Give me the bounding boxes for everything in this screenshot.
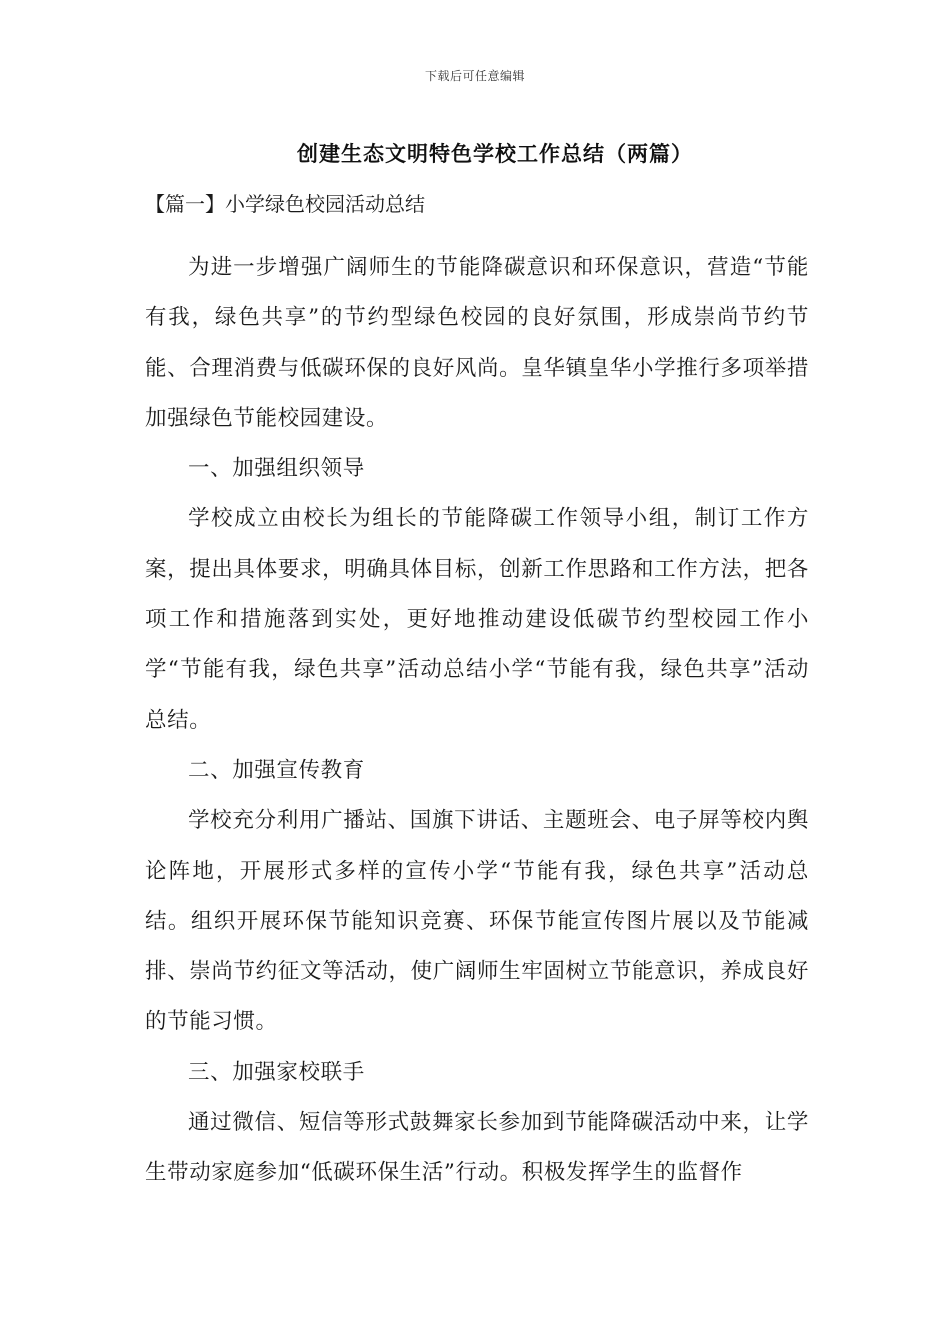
header-note: 下载后可任意编辑 [424,69,525,83]
subheading-publicity: 二、加强宣传教育 [188,757,365,783]
section-heading: 【篇一】小学绿色校园活动总结 [145,192,425,216]
paragraph-publicity: 学校充分利用广播站、国旗下讲话、主题班会、电子屏等校内舆论阵地，开展形式多样的宣传小学“节能有我，绿色共享”活动总结。组织开展环保节能知识竞赛、环保节能宣传图片展以及节能减排、崇尚节约征文等活动，使广阔师生牢固树立节能意识，养成良好的节能习惯。 [145,808,809,1035]
subheading-home-school: 三、加强家校联手 [188,1059,365,1085]
subheading-organization: 一、加强组织领导 [188,456,365,482]
paragraph-intro: 为进一步增强广阔师生的节能降碳意识和环保意识，营造“节能有我，绿色共享”的节约型绿色校园的良好氛围，形成崇尚节约节能、合理消费与低碳环保的良好风尚。皇华镇皇华小学推行多项举措加强绿色节能校园建设。 [145,255,809,431]
document-title: 创建生态文明特色学校工作总结（两篇） [297,141,693,166]
paragraph-home-school: 通过微信、短信等形式鼓舞家长参加到节能降碳活动中来，让学生带动家庭参加“低碳环保生活”行动。积极发挥学生的监督作 [145,1110,809,1186]
document-body [145,243,809,1199]
paragraph-organization: 学校成立由校长为组长的节能降碳工作领导小组，制订工作方案，提出具体要求，明确具体目标，创新工作思路和工作方法，把各项工作和措施落到实处，更好地推动建设低碳节约型校园工作小学“节能有我，绿色共享”活动总结小学“节能有我，绿色共享”活动总结。 [145,506,809,733]
